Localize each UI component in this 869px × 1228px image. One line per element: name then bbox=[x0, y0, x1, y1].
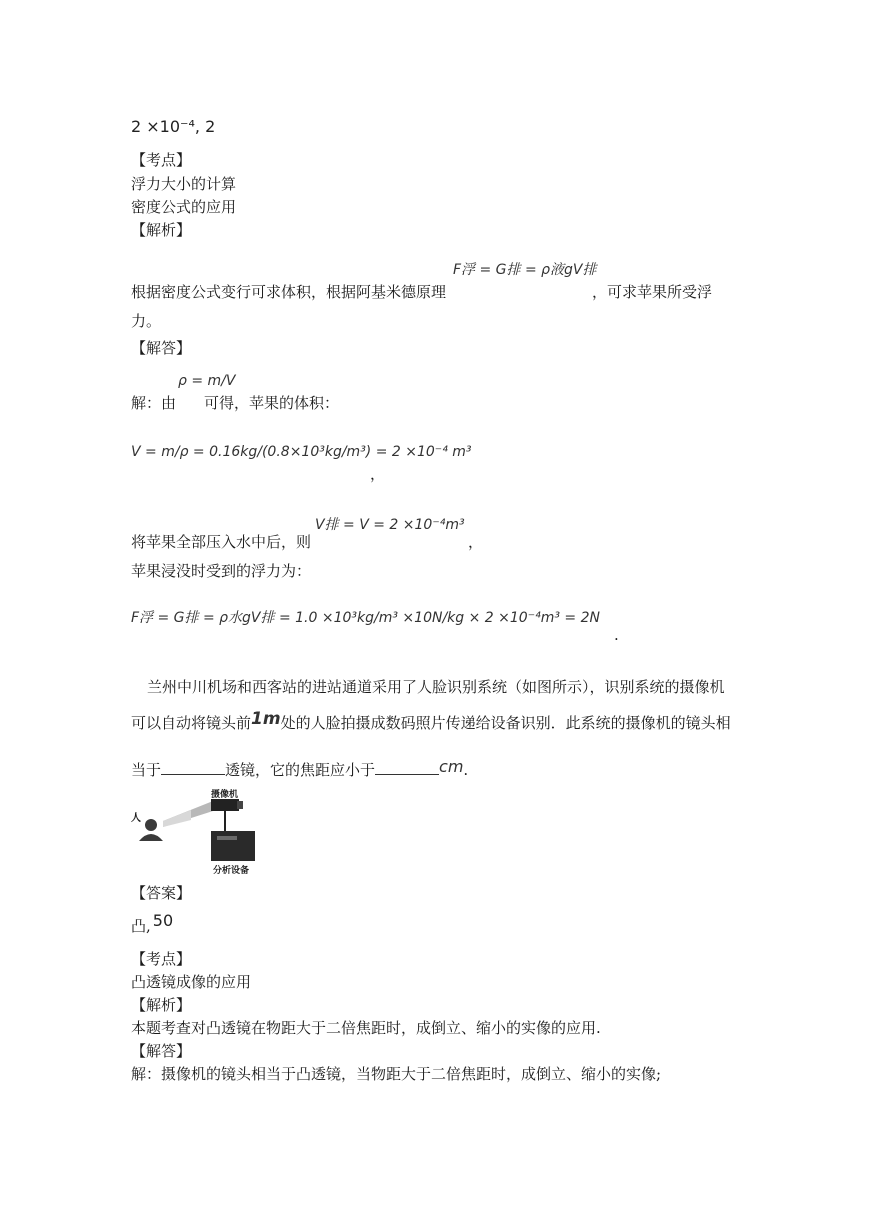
q2-stem-line3-b: 透镜，它的焦距应小于 bbox=[225, 761, 376, 779]
figure-label-person: 人 bbox=[131, 813, 141, 824]
figure-label-device: 分析设备 bbox=[213, 866, 250, 876]
face-recognition-diagram bbox=[131, 789, 271, 879]
q1-archimedes-formula: F浮 = G排 = ρ液gV排 bbox=[453, 262, 597, 278]
q2-unit-cm: cm bbox=[439, 757, 464, 776]
analysis-device-icon bbox=[211, 831, 255, 861]
q2-answer-value: 50 bbox=[152, 911, 174, 930]
q1-kaodian-label: 【考点】 bbox=[131, 151, 192, 169]
q2-kaodian-item-1: 凸透镜成像的应用 bbox=[131, 973, 252, 991]
q1-jieda-line1-suffix: 可得，苹果的体积： bbox=[204, 394, 340, 412]
q1-kaodian-item-2: 密度公式的应用 bbox=[131, 198, 237, 216]
q2-stem-line2 bbox=[131, 709, 731, 733]
device-panel bbox=[217, 836, 237, 840]
q1-buoyancy-formula: F浮 = G排 = ρ水gV排 = 1.0 ×10³kg/m³ ×10N/kg × 2 ×10⁻⁴m³ = 2N bbox=[131, 610, 600, 626]
camera-light-beam-inner bbox=[163, 810, 191, 827]
q1-density-formula: ρ = m/V bbox=[178, 373, 236, 389]
q2-stem-line2-b: 处的人脸拍摄成数码照片传递给设备识别．此系统的摄像机的镜头相 bbox=[280, 714, 731, 732]
q1-jiexi-label: 【解析】 bbox=[131, 221, 192, 239]
q2-stem-line3 bbox=[131, 757, 469, 780]
person-body-icon bbox=[139, 834, 163, 841]
q1-volume-formula: V = m/ρ = 0.16kg/(0.8×10³kg/m³) = 2 ×10⁻⁴ m³ bbox=[131, 444, 472, 460]
figure-label-camera: 摄像机 bbox=[211, 790, 239, 800]
q1-jieda-line3-suffix: ， bbox=[468, 533, 484, 551]
q2-jieda-text: 解：摄像机的镜头相当于凸透镜，当物距大于二倍焦距时，成倒立、缩小的实像; bbox=[131, 1065, 662, 1083]
camera-icon bbox=[211, 799, 239, 811]
q2-blank-focal-length[interactable] bbox=[375, 760, 439, 775]
q1-jiexi-text-before: 根据密度公式变行可求体积，根据阿基米德原理 bbox=[131, 283, 447, 301]
person-head-icon bbox=[145, 819, 157, 831]
face-recognition-figure bbox=[131, 789, 271, 879]
q2-daan-label: 【答案】 bbox=[131, 884, 192, 902]
q2-stem-line1: 兰州中川机场和西客站的进站通道采用了人脸识别系统（如图所示），识别系统的摄像机 bbox=[147, 678, 725, 696]
q2-distance-value: 1m bbox=[251, 709, 281, 729]
q1-volume-comma: ， bbox=[370, 465, 386, 483]
q1-answer: 2 ×10⁻⁴, 2 bbox=[131, 117, 216, 136]
q2-answer-text: 凸, bbox=[131, 917, 151, 935]
q1-jieda-label: 【解答】 bbox=[131, 339, 192, 357]
q1-jiexi-text-line2: 力。 bbox=[131, 312, 162, 330]
q2-stem-line2-a: 可以自动将镜头前 bbox=[131, 714, 252, 732]
q2-answer bbox=[131, 911, 174, 936]
q1-jiexi-text bbox=[131, 282, 446, 302]
q2-stem-line3-end: . bbox=[463, 761, 469, 779]
q1-jieda-line1-prefix: 解：由 bbox=[131, 394, 177, 412]
q2-kaodian-label: 【考点】 bbox=[131, 950, 192, 968]
q2-stem-line3-a: 当于 bbox=[131, 761, 162, 779]
camera-back-icon bbox=[237, 801, 243, 809]
q1-jieda-line1 bbox=[131, 393, 339, 413]
q2-jiexi-label: 【解析】 bbox=[131, 996, 192, 1014]
q2-jiexi-text: 本题考查对凸透镜在物距大于二倍焦距时，成倒立、缩小的实像的应用. bbox=[131, 1019, 601, 1037]
q1-kaodian-item-1: 浮力大小的计算 bbox=[131, 175, 237, 193]
q1-buoyancy-period: . bbox=[614, 626, 619, 644]
q1-jieda-line3-prefix: 将苹果全部压入水中后，则 bbox=[131, 533, 312, 551]
q2-jieda-label: 【解答】 bbox=[131, 1042, 192, 1060]
q2-blank-lens-type[interactable] bbox=[161, 760, 225, 775]
q1-displaced-volume-formula: V排 = V = 2 ×10⁻⁴m³ bbox=[315, 517, 465, 533]
q1-jieda-line4: 苹果浸没时受到的浮力为： bbox=[131, 562, 312, 580]
q1-jiexi-text-after: ，可求苹果所受浮 bbox=[592, 283, 713, 301]
